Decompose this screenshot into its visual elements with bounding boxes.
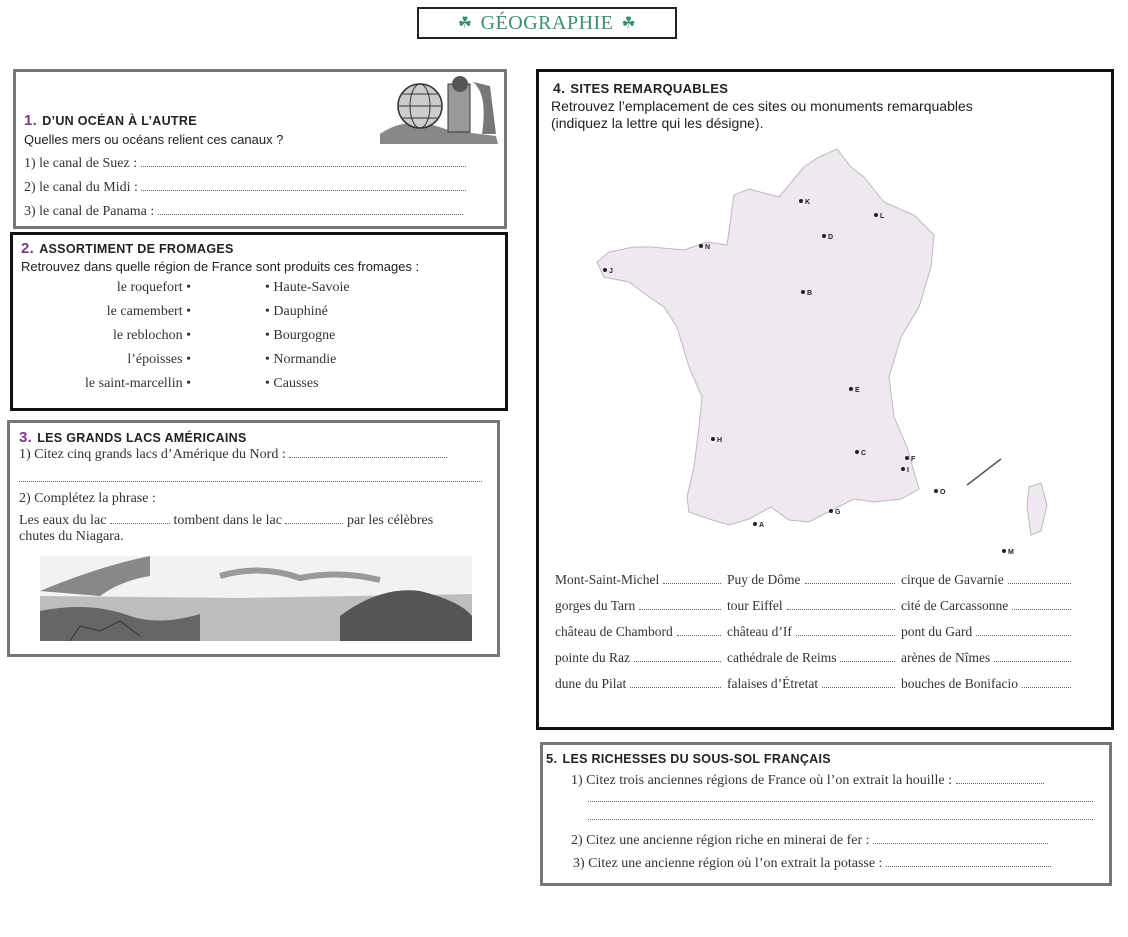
site-name: falaises d’Étretat (727, 676, 819, 691)
section-title: D’UN OCÉAN À L’AUTRE (42, 114, 197, 128)
site-name: château d’If (727, 624, 792, 639)
answer-line[interactable] (571, 833, 1048, 849)
section-heading (19, 427, 247, 446)
map-point (934, 489, 938, 493)
region-item[interactable]: • Bourgogne (265, 328, 336, 343)
section-title: ASSORTIMENT DE FROMAGES (39, 242, 234, 256)
region-list (265, 280, 350, 400)
cheese-item[interactable]: le saint-marcellin • (85, 376, 191, 391)
site-entry[interactable] (901, 572, 1071, 588)
section-heading (546, 748, 831, 767)
site-entry[interactable] (901, 624, 1071, 640)
france-map (589, 127, 1069, 567)
section-heading (24, 110, 197, 129)
map-point-label: K (805, 199, 811, 206)
answer-dots[interactable] (1022, 676, 1071, 688)
site-entry[interactable] (727, 624, 895, 640)
map-point-label: L (880, 213, 885, 220)
map-point-label: J (609, 268, 613, 275)
answer-line[interactable] (573, 856, 1051, 872)
cheese-item[interactable]: l’époisses • (127, 352, 191, 367)
corsica-outline (1027, 483, 1047, 535)
map-point-label: H (717, 437, 723, 444)
section-heading (553, 78, 728, 97)
answer-dots[interactable] (677, 624, 721, 636)
cheese-item[interactable]: le roquefort • (116, 280, 191, 295)
section-number: 2. (21, 240, 35, 257)
niagara-illustration (40, 556, 472, 641)
section-canals (13, 69, 507, 229)
map-point-label: G (835, 509, 841, 516)
site-name: château de Chambord (555, 624, 673, 639)
france-outline (597, 149, 934, 525)
answer-dots[interactable] (822, 676, 895, 688)
answer-dots[interactable] (588, 801, 1093, 802)
site-entry[interactable] (555, 676, 721, 692)
answer-dots[interactable] (956, 773, 1044, 784)
map-point (905, 456, 909, 460)
site-name: tour Eiffel (727, 598, 783, 613)
site-entry[interactable] (555, 624, 721, 640)
map-point (901, 467, 905, 471)
map-line (967, 459, 1001, 485)
map-point (603, 268, 607, 272)
answer-dots[interactable] (796, 624, 895, 636)
answer-line[interactable] (571, 773, 1044, 789)
clover-icon: ☘ (621, 15, 637, 32)
answer-line[interactable] (24, 156, 466, 172)
map-point (874, 213, 878, 217)
site-entry[interactable] (555, 572, 721, 588)
sentence-part: Les eaux du lac (19, 513, 107, 528)
site-entry[interactable] (727, 572, 895, 588)
map-point-label: C (861, 450, 867, 457)
site-entry[interactable] (555, 598, 721, 614)
section-number: 5. (546, 751, 558, 766)
region-item[interactable]: • Dauphiné (265, 304, 328, 319)
answer-dots[interactable] (285, 513, 343, 524)
question-line-2: (indiquez la lettre qui les désigne). (551, 115, 764, 131)
site-entry[interactable] (555, 650, 721, 666)
answer-dots[interactable] (1012, 598, 1071, 610)
cheese-item[interactable]: le reblochon • (113, 328, 191, 343)
answer-dots[interactable] (873, 833, 1048, 844)
map-point (799, 199, 803, 203)
section-heading (21, 238, 234, 257)
section-title: LES GRANDS LACS AMÉRICAINS (37, 431, 247, 445)
answer-dots[interactable] (110, 513, 170, 524)
answer-dots[interactable] (141, 156, 466, 167)
section-title: LES RICHESSES DU SOUS-SOL FRANÇAIS (562, 752, 831, 766)
site-entry[interactable] (901, 650, 1071, 666)
answer-dots[interactable] (787, 598, 895, 610)
sentence-line (19, 513, 433, 529)
section-title: SITES REMARQUABLES (570, 81, 729, 96)
answer-dots[interactable] (639, 598, 721, 610)
answer-dots[interactable] (158, 204, 463, 215)
site-name: gorges du Tarn (555, 598, 636, 613)
map-point-label: D (828, 234, 834, 241)
question: Quelles mers ou océans relient ces canaux ? (24, 132, 284, 147)
item-label: 1) le canal de Suez : (24, 156, 138, 171)
map-point (753, 522, 757, 526)
answer-dots[interactable] (805, 572, 896, 584)
map-point (855, 450, 859, 454)
site-name: pointe du Raz (555, 650, 630, 665)
question: Retrouvez dans quelle région de France sont produits ces fromages : (21, 259, 420, 274)
map-point (849, 387, 853, 391)
section-cheeses (10, 232, 508, 411)
answer-dots[interactable] (19, 481, 482, 482)
answer-dots[interactable] (141, 180, 466, 191)
site-name: bouches de Bonifacio (901, 676, 1018, 691)
section-resources (540, 742, 1112, 886)
question-text: 2) Complétez la phrase : (19, 491, 156, 506)
section-lakes (7, 420, 500, 657)
clover-icon: ☘ (457, 15, 473, 32)
map-point-label: A (759, 522, 765, 529)
map-point-label: M (1008, 549, 1014, 556)
site-entry[interactable] (727, 676, 895, 692)
section-sites (536, 69, 1114, 730)
sentence-part: par les célèbres (346, 513, 434, 528)
answer-dots[interactable] (289, 447, 447, 458)
section-number: 1. (24, 112, 38, 129)
site-name: dune du Pilat (555, 676, 627, 691)
map-point (829, 509, 833, 513)
page-title (417, 7, 677, 39)
answer-dots[interactable] (886, 856, 1051, 867)
map-point-label: O (940, 489, 946, 496)
page-title-text: GÉOGRAPHIE (480, 11, 614, 34)
item-label: 3) le canal de Panama : (24, 204, 155, 219)
question-text: 1) Citez trois anciennes régions de France où l’on extrait la houille : (571, 773, 952, 788)
site-name: pont du Gard (901, 624, 973, 639)
question-line-1: Retrouvez l’emplacement de ces sites ou monuments remarquables (551, 98, 973, 114)
sentence-part: tombent dans le lac (173, 513, 282, 528)
map-point-label: N (705, 244, 711, 251)
map-point (1002, 549, 1006, 553)
answer-dots[interactable] (630, 676, 721, 688)
site-entry[interactable] (901, 598, 1071, 614)
site-entry[interactable] (901, 676, 1071, 692)
answer-dots[interactable] (994, 650, 1071, 662)
site-name: Puy de Dôme (727, 572, 801, 587)
region-item[interactable]: • Haute-Savoie (265, 280, 350, 295)
cheese-item[interactable]: le camembert • (106, 304, 191, 319)
answer-dots[interactable] (588, 819, 1093, 820)
cheese-list (33, 280, 191, 400)
region-item[interactable]: • Normandie (265, 352, 337, 367)
answer-line[interactable] (24, 204, 463, 220)
section-number: 4. (553, 80, 566, 96)
map-point (711, 437, 715, 441)
answer-dots[interactable] (840, 650, 895, 662)
answer-line[interactable] (24, 180, 466, 196)
site-name: Mont-Saint-Michel (555, 572, 660, 587)
item-label: 2) le canal du Midi : (24, 180, 138, 195)
map-point-label: B (807, 290, 813, 297)
question-text: 2) Citez une ancienne région riche en minerai de fer : (571, 833, 870, 848)
map-point-label: F (911, 456, 916, 463)
map-point (801, 290, 805, 294)
globe-illustration (378, 74, 503, 146)
section-number: 3. (19, 429, 33, 446)
site-name: cirque de Gavarnie (901, 572, 1004, 587)
sentence-line: chutes du Niagara. (19, 529, 124, 544)
region-item[interactable]: • Causses (265, 376, 319, 391)
answer-dots[interactable] (1008, 572, 1071, 584)
answer-dots[interactable] (976, 624, 1071, 636)
site-entry[interactable] (727, 598, 895, 614)
answer-line[interactable] (19, 447, 447, 463)
site-name: arènes de Nîmes (901, 650, 991, 665)
site-name: cité de Carcassonne (901, 598, 1009, 613)
answer-dots[interactable] (634, 650, 721, 662)
site-entry[interactable] (727, 650, 895, 666)
site-name: cathédrale de Reims (727, 650, 837, 665)
answer-dots[interactable] (663, 572, 721, 584)
question-text: 3) Citez une ancienne région où l’on extrait la potasse : (573, 856, 883, 871)
map-point (699, 244, 703, 248)
map-point (822, 234, 826, 238)
question-text: 1) Citez cinq grands lacs d’Amérique du Nord : (19, 447, 286, 462)
map-point-label: I (907, 467, 909, 474)
map-point-label: E (855, 387, 860, 394)
